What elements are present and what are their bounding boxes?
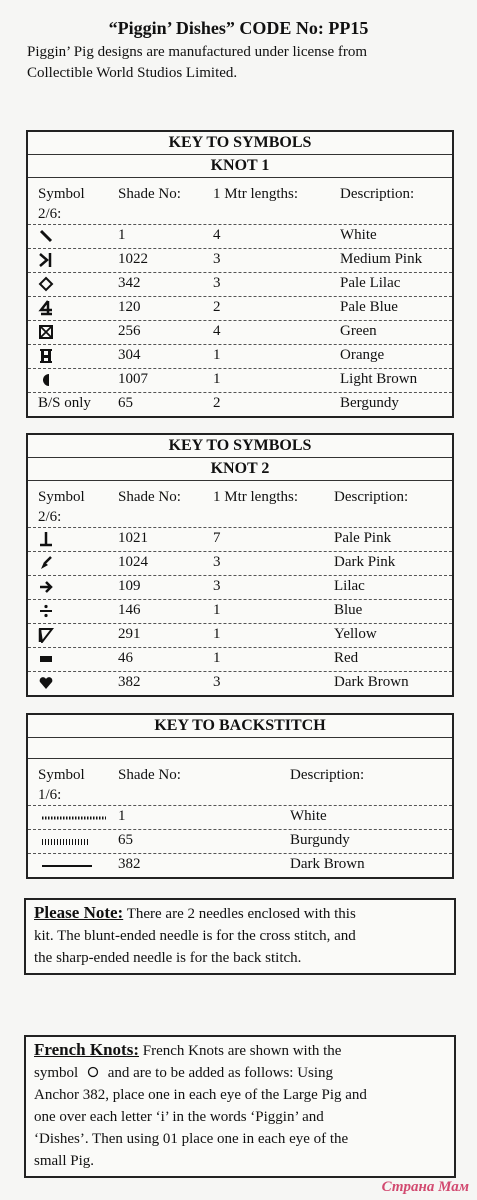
length-cell: 3 [213, 674, 221, 690]
note-text: the sharp-ended needle is for the back stitch. [34, 950, 302, 966]
length-cell: 3 [213, 578, 221, 594]
desc-cell: Pale Lilac [340, 275, 401, 291]
license-intro [27, 42, 457, 84]
table-row [28, 393, 452, 416]
shade-cell: 46 [118, 650, 133, 666]
table-heading: KEY TO SYMBOLS [28, 435, 452, 458]
length-cell: 1 [213, 602, 221, 618]
column-headers [28, 178, 452, 225]
table-row [28, 624, 452, 648]
pen-nib-icon [38, 555, 54, 571]
table-row [28, 854, 452, 877]
table-subheading: KNOT 2 [28, 458, 452, 481]
table-row [28, 600, 452, 624]
column-headers [28, 481, 452, 528]
length-cell: 7 [213, 530, 221, 546]
table-row [28, 345, 452, 369]
desc-cell: Red [334, 650, 359, 666]
four-icon [38, 300, 54, 316]
desc-cell: Bergundy [340, 395, 399, 411]
circle-icon [86, 1066, 100, 1078]
shade-cell: 1 [118, 808, 126, 824]
french-knots-box [24, 1035, 456, 1178]
shade-cell: 65 [118, 395, 133, 411]
knot2-key-table [26, 433, 454, 697]
desc-cell: White [290, 808, 327, 824]
note-text: There are 2 needles enclosed with this [123, 906, 356, 922]
shade-cell: 1022 [118, 251, 148, 267]
col-symbol-ratio: 2/6: [38, 206, 62, 222]
arrow-bar-icon [38, 252, 54, 268]
note-text: kit. The blunt-ended needle is for the cross stitch, and [34, 928, 356, 944]
col-description: Description: [290, 767, 365, 783]
table-row [28, 321, 452, 345]
french-text: ‘Dishes’. Then using 01 place one in each eye of the [34, 1131, 349, 1147]
diag-stroke-icon [38, 228, 54, 244]
col-length: 1 Mtr lengths: [213, 186, 298, 202]
length-cell: 1 [213, 371, 221, 387]
col-symbol-ratio: 1/6: [38, 787, 62, 803]
length-cell: 3 [213, 275, 221, 291]
table-row [28, 672, 452, 695]
col-shade: Shade No: [118, 767, 181, 783]
table-row [28, 830, 452, 854]
knot1-key-table [26, 130, 454, 418]
shade-cell: 1021 [118, 530, 148, 546]
table-row [28, 806, 452, 830]
desc-cell: Dark Pink [334, 554, 396, 570]
boxed-x-icon [38, 324, 54, 340]
shade-cell: 382 [118, 856, 141, 872]
col-symbol-ratio: 2/6: [38, 509, 62, 525]
col-symbol: Symbol [38, 489, 85, 505]
desc-cell: Pale Blue [340, 299, 398, 315]
shade-cell: 120 [118, 299, 141, 315]
french-text: and are to be added as follows: Using [103, 1065, 334, 1081]
desc-cell: Blue [334, 602, 363, 618]
french-text: French Knots are shown with the [139, 1043, 342, 1059]
french-text: symbol [34, 1065, 82, 1081]
table-heading: KEY TO BACKSTITCH [28, 715, 452, 738]
table-row [28, 528, 452, 552]
shade-cell: 109 [118, 578, 141, 594]
desc-cell: Yellow [334, 626, 377, 642]
diamond-icon [38, 276, 54, 292]
french-lead: French Knots: [34, 1040, 139, 1059]
length-cell: 3 [213, 251, 221, 267]
col-description: Description: [340, 186, 415, 202]
col-symbol: Symbol [38, 186, 85, 202]
half-moon-icon [38, 372, 54, 388]
please-note-box [24, 898, 456, 975]
document-title: “Piggin’ Dishes” CODE No: PP15 [108, 18, 369, 38]
column-headers [28, 759, 452, 806]
bar-icon [38, 651, 54, 667]
intro-line: Piggin’ Pig designs are manufactured under license from [27, 44, 368, 60]
dashed-line-icon [42, 838, 90, 846]
up-tack-icon [38, 531, 54, 547]
table-row [28, 225, 452, 249]
col-symbol: Symbol [38, 767, 85, 783]
col-length: 1 Mtr lengths: [213, 489, 298, 505]
length-cell: 2 [213, 299, 221, 315]
watermark: Страна Мам [381, 1179, 469, 1195]
table-heading: KEY TO SYMBOLS [28, 132, 452, 155]
shade-cell: 291 [118, 626, 141, 642]
col-description: Description: [334, 489, 409, 505]
french-text: small Pig. [34, 1153, 95, 1169]
table-row [28, 648, 452, 672]
col-shade: Shade No: [118, 186, 181, 202]
desc-cell: White [340, 227, 377, 243]
length-cell: 1 [213, 626, 221, 642]
table-row [28, 552, 452, 576]
col-shade: Shade No: [118, 489, 181, 505]
desc-cell: Dark Brown [290, 856, 365, 872]
divide-icon [38, 603, 54, 619]
shade-cell: 1024 [118, 554, 148, 570]
desc-cell: Burgundy [290, 832, 350, 848]
h-block-icon [38, 348, 54, 364]
table-row [28, 369, 452, 393]
desc-cell: Light Brown [340, 371, 418, 387]
right-arrow-icon [38, 579, 54, 595]
table-row [28, 273, 452, 297]
shade-cell: 1007 [118, 371, 148, 387]
length-cell: 1 [213, 347, 221, 363]
heart-icon [38, 675, 54, 691]
dotted-line-icon [42, 815, 106, 821]
note-lead: Please Note: [34, 903, 124, 922]
desc-cell: Lilac [334, 578, 365, 594]
table-row [28, 297, 452, 321]
desc-cell: Green [340, 323, 377, 339]
shade-cell: 65 [118, 832, 133, 848]
table-row [28, 576, 452, 600]
length-cell: 4 [213, 323, 221, 339]
french-text: Anchor 382, place one in each eye of the Large Pig and [34, 1087, 367, 1103]
shade-cell: 304 [118, 347, 141, 363]
length-cell: 1 [213, 650, 221, 666]
length-cell: 4 [213, 227, 221, 243]
intro-line: Collectible World Studios Limited. [27, 65, 238, 81]
shade-cell: 342 [118, 275, 141, 291]
table-subheading: KNOT 1 [28, 155, 452, 178]
length-cell: 3 [213, 554, 221, 570]
blank-band [28, 738, 452, 759]
desc-cell: Orange [340, 347, 385, 363]
french-text: one over each letter ‘i’ in the words ‘Piggin’ and [34, 1109, 324, 1125]
shade-cell: 256 [118, 323, 141, 339]
table-row [28, 249, 452, 273]
shade-cell: 146 [118, 602, 141, 618]
triangle-slash-icon [38, 627, 54, 643]
desc-cell: Medium Pink [340, 251, 423, 267]
desc-cell: Pale Pink [334, 530, 392, 546]
length-cell: 2 [213, 395, 221, 411]
shade-cell: 382 [118, 674, 141, 690]
backstitch-key-table [26, 713, 454, 879]
symbol-text-cell: B/S only [38, 395, 91, 411]
shade-cell: 1 [118, 227, 126, 243]
solid-line-icon [42, 863, 92, 869]
desc-cell: Dark Brown [334, 674, 409, 690]
